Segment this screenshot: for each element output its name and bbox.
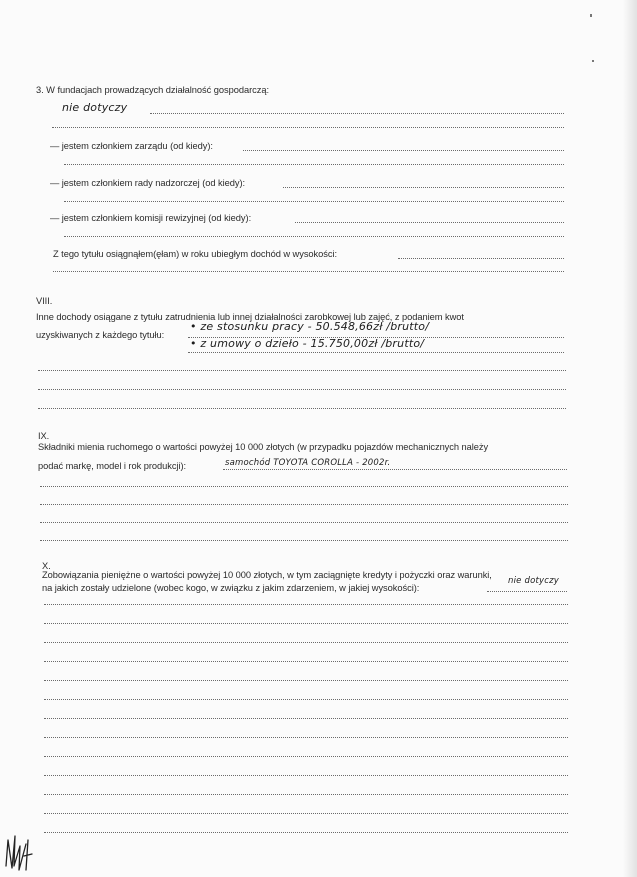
- dotted-line: [44, 623, 568, 624]
- dotted-line: [38, 408, 566, 409]
- dotted-line: [44, 604, 568, 605]
- audit-member-label: — jestem członkiem komisji rewizyjnej (od kiedy):: [50, 213, 252, 223]
- section9-line2: podać markę, model i rok produkcji):: [38, 461, 187, 471]
- dotted-line: [398, 258, 564, 259]
- section8-line2: uzyskiwanych z każdego tytułu:: [36, 330, 165, 340]
- section8-line1: Inne dochody osiągane z tytułu zatrudnienia lub innej działalności zarobkowej lub zajęć, z podaniem kwot: [36, 312, 464, 322]
- dotted-line: [38, 370, 566, 371]
- section10-number: X.: [42, 561, 51, 571]
- dotted-line: [44, 756, 568, 757]
- dotted-line: [40, 522, 568, 523]
- dotted-line: [44, 813, 568, 814]
- section9-number: IX.: [38, 431, 50, 441]
- supervisory-member-label: — jestem członkiem rady nadzorczej (od kiedy):: [50, 178, 246, 188]
- dotted-line: [223, 469, 567, 470]
- page-edge-shadow: [623, 0, 637, 877]
- dotted-line: [188, 352, 564, 353]
- dotted-line: [44, 680, 568, 681]
- dotted-line: [44, 775, 568, 776]
- dotted-line: [44, 661, 568, 662]
- board-member-label: — jestem członkiem zarządu (od kiedy):: [50, 141, 213, 151]
- section9-line1: Składniki mienia ruchomego o wartości powyżej 10 000 złotych (w przypadku pojazdów mechanicznych należy: [38, 442, 489, 452]
- section9-answer: samochód TOYOTA COROLLA - 2002r.: [225, 458, 391, 468]
- section8-entry1: • ze stosunku pracy - 50.548,66zł /brutto/: [190, 320, 430, 333]
- income-label: Z tego tytułu osiągnąłem(ęłam) w roku ubiegłym dochód w wysokości:: [53, 249, 337, 259]
- dotted-line: [53, 271, 564, 272]
- dotted-line: [44, 642, 568, 643]
- signature-initials: [2, 826, 42, 872]
- dotted-line: [38, 389, 566, 390]
- section10-line1: Zobowiązania pieniężne o wartości powyżej 10 000 złotych, w tym zaciągnięte kredyty i pożyczki oraz warunki,: [42, 570, 492, 580]
- dotted-line: [44, 699, 568, 700]
- section3-answer: nie dotyczy: [62, 101, 128, 114]
- dotted-line: [40, 504, 568, 505]
- section8-entry2: • z umowy o dzieło - 15.750,00zł /brutto/: [190, 337, 425, 350]
- section8-number: VIII.: [36, 296, 53, 306]
- dotted-line: [52, 127, 564, 128]
- dotted-line: [150, 113, 564, 114]
- scan-speck: [592, 60, 594, 62]
- scan-speck: [590, 14, 592, 17]
- dotted-line: [283, 187, 564, 188]
- dotted-line: [44, 737, 568, 738]
- dotted-line: [64, 201, 564, 202]
- dotted-line: [40, 486, 568, 487]
- dotted-line: [44, 718, 568, 719]
- dotted-line: [295, 222, 564, 223]
- section10-line2: na jakich zostały udzielone (wobec kogo, w związku z jakim zdarzeniem, w jakiej wysokości):: [42, 583, 420, 593]
- dotted-line: [44, 794, 568, 795]
- section3-heading: 3. W fundacjach prowadzących działalność gospodarczą:: [36, 85, 270, 95]
- dotted-line: [64, 164, 564, 165]
- dotted-line: [243, 150, 564, 151]
- dotted-line: [487, 591, 567, 592]
- dotted-line: [40, 540, 568, 541]
- dotted-line: [44, 832, 568, 833]
- dotted-line: [64, 236, 564, 237]
- section10-answer: nie dotyczy: [508, 576, 560, 586]
